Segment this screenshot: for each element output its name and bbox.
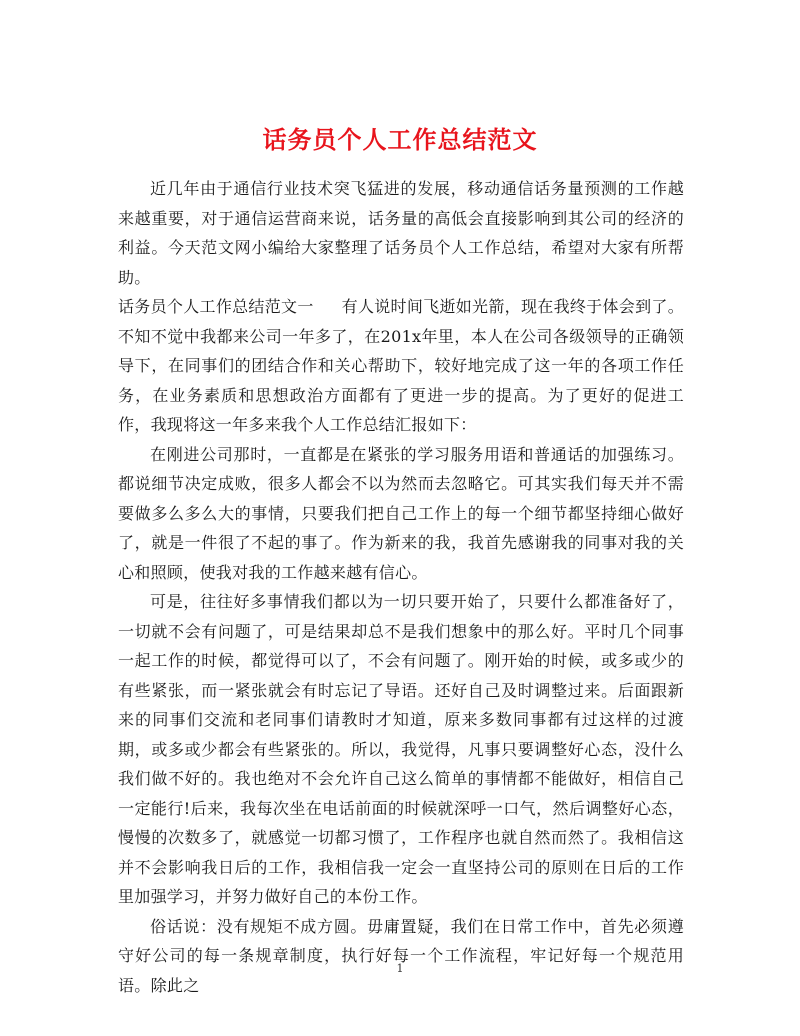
- section-opening-text: 有人说时间飞逝如光箭，现在我终于体会到了。不知不觉中我都来公司一年多了，在201x年里，本人在公司各级领导的正确领导下，在同事们的团结合作和关心帮助下，较好地完成了这一年的各项工作任务，在业务素质和思想政治方面都有了更进一步的提高。为了更好的促进工作，我现将这一年多来我个人工作总结汇报如下：: [118, 297, 684, 434]
- intro-paragraph: 近几年由于通信行业技术突飞猛进的发展，移动通信话务量预测的工作越来越重要，对于通信运营商来说，话务量的高低会直接影响到其公司的经济的利益。今天范文网小编给大家整理了话务员个人工作总结，希望对大家有所帮助。: [118, 179, 684, 287]
- body-paragraph-2: 可是，往往好多事情我们都以为一切只要开始了，只要什么都准备好了，一切就不会有问题了，可是结果却总不是我们想象中的那么好。平时几个同事一起工作的时候，都觉得可以了，不会有问题了。刚开始的时候，或多或少的有些紧张，而一紧张就会有时忘记了导语。还好自己及时调整过来。后面跟新来的同事们交流和老同事们请教时才知道，原来多数同事都有过这样的过渡期，或多或少都会有些紧张的。所以，我觉得，凡事只要调整好心态，没什么我们做不好的。我也绝对不会允许自己这么简单的事情都不能做好，相信自己一定能行!后来，我每次坐在电话前面的时候就深呼一口气，然后调整好心态，慢慢的次数多了，就感觉一切都习惯了，工作程序也就自然而然了。我相信这并不会影响我日后的工作，我相信我一定会一直坚持公司的原则在日后的工作里加强学习，并努力做好自己的本份工作。: [118, 592, 684, 906]
- body-paragraph-1: 在刚进公司那时，一直都是在紧张的学习服务用语和普通话的加强练习。都说细节决定成败，很多人都会不以为然而去忽略它。可其实我们每天并不需要做多么多么大的事情，只要我们把自己工作上的每一个细节都坚持细心做好了，就是一件很了不起的事了。作为新来的我，我首先感谢我的同事对我的关心和照顾，使我对我的工作越来越有信心。: [118, 444, 684, 582]
- section-heading: 话务员个人工作总结范文一: [118, 297, 314, 316]
- page-number: 1: [396, 962, 404, 975]
- body-paragraph-3: 俗话说：没有规矩不成方圆。毋庸置疑，我们在日常工作中，首先必须遵守好公司的每一条规章制度，执行好每一个工作流程，牢记好每一个规范用语。除此之: [118, 916, 684, 995]
- section-first-paragraph: [118, 292, 684, 440]
- document-title: 话务员个人工作总结范文: [262, 125, 538, 155]
- document-body: [118, 174, 684, 1000]
